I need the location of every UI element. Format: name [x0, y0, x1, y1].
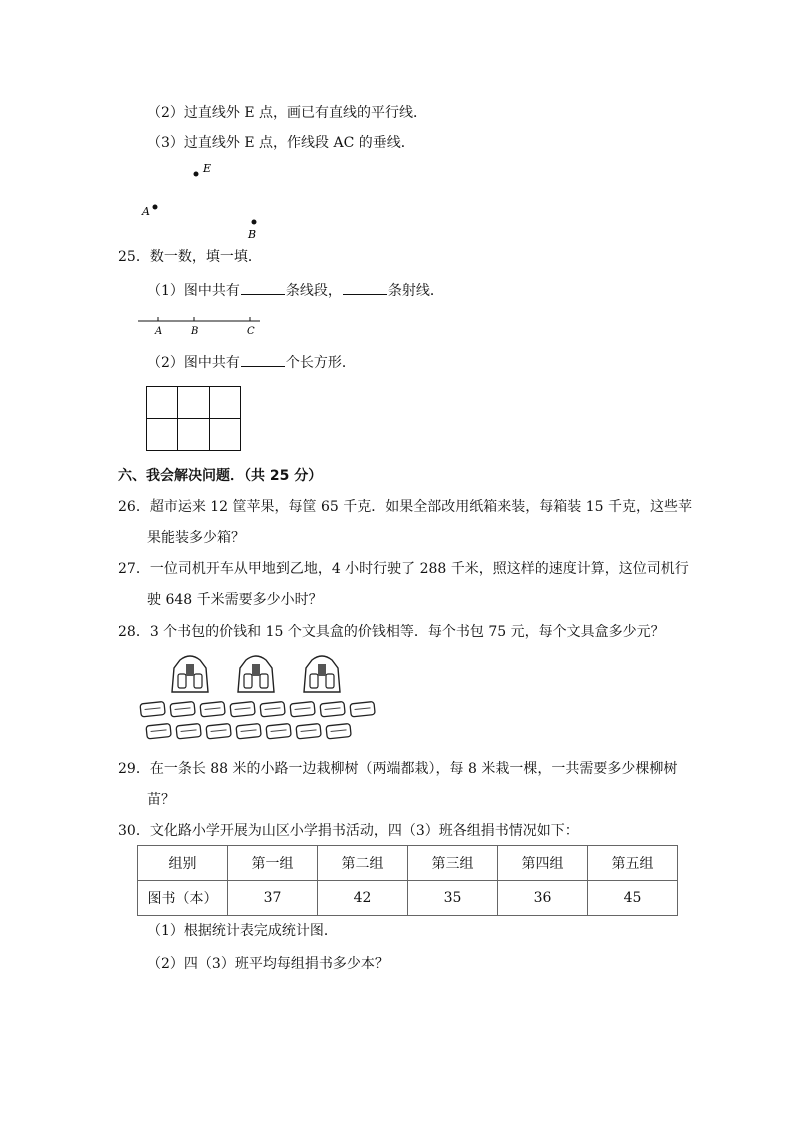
pencil-case-icon — [326, 723, 351, 738]
pencil-case-icon — [206, 723, 231, 738]
table-header-cell: 第二组 — [318, 846, 408, 881]
pencil-cases-group — [140, 701, 375, 738]
label-a: A — [142, 205, 150, 218]
pencil-case-icon — [170, 701, 195, 716]
pencil-case-icon — [176, 723, 201, 738]
q25-title: 25．数一数，填一填． — [118, 249, 262, 265]
table-row-label: 图书（本） — [138, 881, 228, 916]
label-b: B — [248, 228, 257, 241]
table-header-cell: 组别 — [138, 846, 228, 881]
q25-item2-prefix: （2）图中共有 — [147, 355, 240, 371]
q25-item1-suffix: 条射线． — [387, 283, 444, 299]
q27-line1: 27．一位司机开车从甲地到乙地，4 小时行驶了 288 千米，照这样的速度计算，这位司机行 — [118, 561, 689, 577]
q25-item1-mid: 条线段， — [285, 283, 342, 299]
table-cell: 35 — [408, 881, 498, 916]
q29-line1: 29．在一条长 88 米的小路一边栽柳树（两端都栽），每 8 米栽一棵，一共需要多少棵柳树 — [118, 761, 678, 777]
q30-line1: 30．文化路小学开展为山区小学捐书活动，四（3）班各组捐书情况如下： — [118, 823, 579, 839]
q24-item3: （3）过直线外 E 点，作线段 AC 的垂线． — [147, 135, 415, 151]
answer-blank[interactable] — [343, 281, 387, 295]
backpack-icon — [238, 656, 274, 692]
point-e — [194, 172, 199, 177]
table-header-row — [138, 846, 678, 881]
table-cell: 37 — [228, 881, 318, 916]
label-a: A — [155, 326, 163, 337]
table-header-cell: 第五组 — [588, 846, 678, 881]
q24-points-figure — [140, 158, 280, 242]
point-a — [153, 205, 158, 210]
point-b — [252, 220, 257, 225]
table-cell: 36 — [498, 881, 588, 916]
q25-item1-prefix: （1）图中共有 — [147, 283, 240, 299]
table-header-cell: 第四组 — [498, 846, 588, 881]
pencil-case-icon — [260, 701, 285, 716]
q27-line2: 驶 648 千米需要多少小时？ — [147, 592, 323, 608]
rectangle-grid-figure — [146, 386, 242, 452]
table-cell: 42 — [318, 881, 408, 916]
label-c: C — [247, 326, 255, 337]
backpack-icon — [172, 656, 208, 692]
q28-line1: 28．3 个书包的价钱和 15 个文具盒的价钱相等．每个书包 75 元，每个文具盒多少元？ — [118, 624, 665, 640]
answer-blank[interactable] — [241, 353, 285, 367]
table-header-cell: 第一组 — [228, 846, 318, 881]
q29-line2: 苗？ — [147, 792, 175, 808]
pencil-case-icon — [200, 701, 225, 716]
pencil-case-icon — [320, 701, 345, 716]
line-abc-figure — [138, 315, 268, 337]
pencil-case-icon — [236, 723, 261, 738]
donation-table — [137, 845, 678, 916]
backpacks-pencilcases-figure — [140, 652, 390, 748]
q30-item2: （2）四（3）班平均每组捐书多少本？ — [147, 956, 389, 972]
q26-line2: 果能装多少箱？ — [147, 530, 245, 546]
q25-item1 — [147, 281, 444, 300]
q25-item2 — [147, 353, 356, 372]
label-e: E — [203, 162, 212, 175]
pencil-case-icon — [230, 701, 255, 716]
answer-blank[interactable] — [241, 281, 285, 295]
pencil-case-icon — [290, 701, 315, 716]
pencil-case-icon — [266, 723, 291, 738]
pencil-case-icon — [146, 723, 171, 738]
pencil-case-icon — [296, 723, 321, 738]
table-cell: 45 — [588, 881, 678, 916]
q30-item1: （1）根据统计表完成统计图． — [147, 923, 338, 939]
table-header-cell: 第三组 — [408, 846, 498, 881]
label-b: B — [191, 326, 199, 337]
q26-line1: 26．超市运来 12 筐苹果，每筐 65 千克．如果全部改用纸箱来装，每箱装 15 千克，这些苹 — [118, 499, 692, 515]
section6-title: 六、我会解决问题．（共 25 分） — [118, 468, 323, 484]
pencil-case-icon — [350, 701, 375, 716]
table-row — [138, 881, 678, 916]
pencil-case-icon — [140, 701, 165, 716]
q25-item2-suffix: 个长方形． — [285, 355, 356, 371]
q24-item2: （2）过直线外 E 点，画已有直线的平行线． — [147, 105, 428, 121]
backpack-icon — [304, 656, 340, 692]
